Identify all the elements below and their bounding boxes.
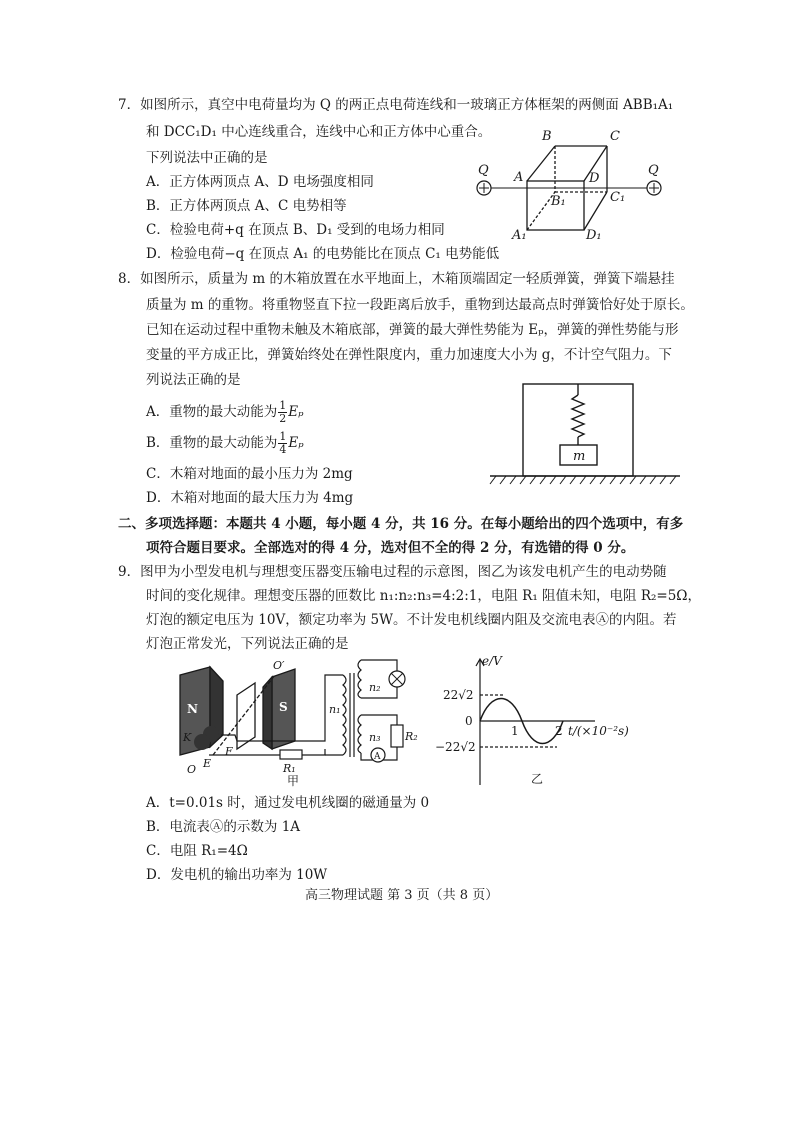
ammeter-label: A <box>374 752 381 762</box>
q8-option-a <box>146 399 304 425</box>
q9-option-b: B．电流表Ⓐ的示数为 1A <box>146 819 301 835</box>
q9-option-c: C．电阻 R₁=4Ω <box>146 843 248 859</box>
right-charge <box>647 181 661 195</box>
label-n3: n₃ <box>369 731 381 744</box>
axis-o1-label: O′ <box>273 659 285 672</box>
label-a1: A₁ <box>512 228 527 243</box>
q9-option-d: D．发电机的输出功率为 10W <box>146 867 328 883</box>
bulb-icon <box>389 671 405 687</box>
label-q-right: Q <box>648 163 659 178</box>
q8-stem-line4: 变量的平方成正比，弹簧始终处在弹性限度内，重力加速度大小为 g，不计空气阻力。下 <box>146 347 672 363</box>
magnet-s-label: S <box>279 700 288 714</box>
q8-option-d: D．木箱对地面的最大压力为 4mg <box>146 490 354 506</box>
q8-option-b <box>146 430 304 456</box>
section2-line2: 项符合题目要求。全部选对的得 4 分，选对但不全的得 2 分，有选错的得 0 分。 <box>146 540 635 556</box>
q9-generator-circuit-figure <box>175 655 420 788</box>
label-b: B <box>542 129 552 144</box>
label-c1: C₁ <box>610 190 626 205</box>
q8-a-ep: Eₚ <box>288 404 304 420</box>
q7-option-b: B．正方体两顶点 A、C 电势相等 <box>146 198 347 214</box>
x-axis-label: t/(×10⁻²s) <box>568 724 629 738</box>
q8-option-c: C．木箱对地面的最小压力为 2mg <box>146 466 353 482</box>
label-r2: R₂ <box>405 730 418 743</box>
q9-stem-line4: 灯泡正常发光，下列说法正确的是 <box>146 636 349 652</box>
x-tick-1: 1 <box>511 724 519 738</box>
q9-stem-line1: 9．图甲为小型发电机与理想变压器变压输电过程的示意图，图乙为该发电机产生的电动势随 <box>118 564 667 580</box>
ground-hatching <box>490 476 676 484</box>
label-n2: n₂ <box>369 681 381 694</box>
q7-option-c: C．检验电荷+q 在顶点 B、D₁ 受到的电场力相同 <box>146 222 445 238</box>
label-e: E <box>203 757 212 770</box>
q7-prompt: 下列说法中正确的是 <box>146 150 268 166</box>
q7-option-a: A．正方体两顶点 A、D 电场强度相同 <box>146 174 374 190</box>
q8-a-text: A．重物的最大动能为 <box>146 404 278 420</box>
q8-b-text: B．重物的最大动能为 <box>146 435 278 451</box>
q7-option-d: D．检验电荷−q 在顶点 A₁ 的电势能比在顶点 C₁ 电势能低 <box>146 246 500 262</box>
q8-a-num: 1 <box>279 399 287 412</box>
q8-b-num: 1 <box>279 430 287 443</box>
label-r1: R₁ <box>283 762 296 775</box>
q8-box-figure <box>490 383 680 488</box>
resistor-r1 <box>280 750 302 759</box>
q8-a-fraction <box>278 400 287 425</box>
magnet-n-label: N <box>187 702 198 716</box>
q8-a-den: 2 <box>279 412 287 425</box>
mass-label: m <box>573 449 586 464</box>
q8-stem-line5: 列说法正确的是 <box>146 372 241 388</box>
label-b1: B₁ <box>551 194 566 209</box>
label-q-left: Q <box>478 163 489 178</box>
q8-stem-line1: 8．如图所示，质量为 m 的木箱放置在水平地面上，木箱顶端固定一轻质弹簧，弹簧下端悬挂 <box>118 271 675 287</box>
left-charge <box>477 181 491 195</box>
q9-stem-line2: 时间的变化规律。理想变压器的匝数比 n₁:n₂:n₃=4:2:1，电阻 R₁ 阻值未知，电阻 R₂=5Ω， <box>146 588 702 604</box>
y-tick-zero: 0 <box>465 714 473 728</box>
q8-b-ep: Eₚ <box>288 435 304 451</box>
page-footer: 高三物理试题 第 3 页（共 8 页） <box>305 888 499 903</box>
q8-b-fraction <box>278 431 287 456</box>
x-tick-2: 2 <box>555 724 563 738</box>
q9-emf-graph <box>435 654 629 790</box>
q7-cube-figure <box>470 126 670 244</box>
figure-jia-caption: 甲 <box>287 774 300 788</box>
label-k: K <box>183 731 192 744</box>
y-tick-bottom: −22√2 <box>435 740 476 754</box>
section2-line1: 二、多项选择题：本题共 4 小题，每小题 4 分，共 16 分。在每小题给出的四个选项中，有多 <box>118 516 684 532</box>
label-d: D <box>589 171 600 186</box>
q8-stem-line3: 已知在运动过程中重物未触及木箱底部，弹簧的最大弹性势能为 Eₚ，弹簧的弹性势能与形 <box>146 322 679 338</box>
q8-stem-line2: 质量为 m 的重物。将重物竖直下拉一段距离后放手，重物到达最高点时弹簧恰好处于原长。 <box>146 297 694 313</box>
q9-stem-line3: 灯泡的额定电压为 10V，额定功率为 5W。不计发电机线圈内阻及交流电表Ⓐ的内阻。若 <box>146 612 677 628</box>
y-axis-label: e/V <box>482 654 502 668</box>
label-o: O <box>187 763 197 776</box>
label-d1: D₁ <box>586 228 602 243</box>
label-f: F <box>225 745 233 758</box>
q7-stem-line1: 7．如图所示，真空中电荷量均为 Q 的两正点电荷连线和一玻璃正方体框架的两侧面 ABB₁A₁ <box>118 97 674 113</box>
label-n1: n₁ <box>329 703 341 716</box>
q7-stem-line2: 和 DCC₁D₁ 中心连线重合，连线中心和正方体中心重合。 <box>146 124 492 140</box>
label-a: A <box>514 170 524 185</box>
figure-yi-caption: 乙 <box>531 772 544 786</box>
q9-option-a: A．t=0.01s 时，通过发电机线圈的磁通量为 0 <box>146 795 430 811</box>
y-tick-top: 22√2 <box>443 688 474 702</box>
label-c: C <box>610 129 620 144</box>
q8-b-den: 4 <box>279 443 287 456</box>
